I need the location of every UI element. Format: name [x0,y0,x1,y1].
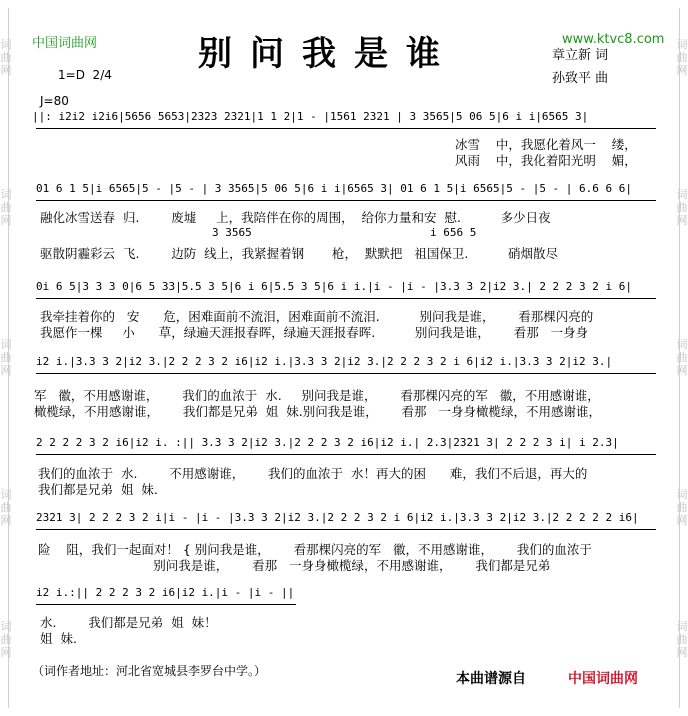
watermark-right: 词曲网 [676,620,688,659]
notation-row-1: ||: i2i2 i2i6|5656 5653|2323 2321|1 1 2|1 - |1561 2321 | 3 3565|5 06 5|6 i i|6565 3| [32,110,589,123]
composer-credit: 孙致平 曲 [552,71,609,86]
lyrics-row-7-verse-2: 姐 妹. [40,631,77,646]
watermark-right: 词曲网 [676,338,688,377]
notation-row-7: i2 i.:|| 2 2 2 3 2 i6|i2 i.|i - |i - || [36,586,295,599]
notation-row-4: i2 i.|3.3 3 2|i2 3.|2 2 2 3 2 i6|i2 i.|3.3 3 2|i2 3.|2 2 2 3 2 i 6|i2 i.|3.3 3 2|i2 3.| [36,355,613,368]
lyrics-row-1-verse-2: 风雨 中，我化着阳光明 媚， [455,153,637,168]
beam-line [36,604,296,605]
lyrics-row-6-verse-2: 别问我是谁， 看那 一身身橄榄绿，不用感谢谁， 我们都是兄弟 [38,558,551,573]
notation-row-3: 0i 6 5|3 3 3 0|6 5 33|5.5 3 5|6 i 6|5.5 3 5|6 i i.|i - |i - |3.3 3 2|i2 3.| 2 2 2 3 2 i 6| [36,280,633,293]
source-label: 本曲谱源自 [456,671,526,687]
watermark-left: 词曲网 [0,188,12,227]
watermark-right: 词曲网 [676,488,688,527]
lyrics-row-2-verse-2: 驱散阴霾彩云 飞. 边防 线上，我紧握着钢 枪， 默默把 祖国保卫. 硝烟散尽 [40,246,559,261]
site-name-left: 中国词曲网 [32,36,98,51]
watermark-right: 词曲网 [676,188,688,227]
key-signature: 1=D 2/4 [58,68,112,82]
lyricist-credit: 章立新 词 [552,48,609,63]
watermark-left: 词曲网 [0,620,12,659]
notation-row-6: 2321 3| 2 2 2 3 2 i|i - |i - |3.3 3 2|i2 3.|2 2 2 3 2 i 6|i2 i.|3.3 3 2|i2 3.|2 2 2 2 2 i6| [36,511,639,524]
lyrics-row-3-verse-1: 我牵挂着你的 安 危，困难面前不流泪，困难面前不流泪. 别问我是谁， 看那棵闪亮的 [40,309,594,324]
watermark-left: 词曲网 [0,488,12,527]
lyrics-row-1-verse-1: 冰雪 中，我愿化着风一 缕， [455,137,637,152]
watermark-left: 词曲网 [0,338,12,377]
notation-row-5: 2 2 2 2 3 2 i6|i2 i. :|| 3.3 3 2|i2 3.|2 2 2 3 2 i6|i2 i.| 2.3|2321 3| 2 2 2 3 i| i 2.3| [36,436,619,449]
site-url-right: www.ktvc8.com [562,32,665,47]
source-site-name: 中国词曲网 [568,671,638,687]
lyrics-row-4-verse-1: 军 徽，不用感谢谁， 我们的血浓于 水. 别问我是谁， 看那棵闪亮的军 徽，不用感谢谁， [34,388,600,403]
song-title: 别问我是谁 [198,34,458,74]
notation-row-2: 01 6 1 5|i 6565|5 - |5 - | 3 3565|5 06 5|6 i i|6565 3| 01 6 1 5|i 6565|5 - |5 - | 6.6 6 6| [36,182,633,195]
notation-row-2-alt-b: i 656 5 [430,226,477,239]
watermark-right: 词曲网 [676,38,688,77]
lyrics-row-3-verse-2: 我愿作一棵 小 草，绿遍天涯报春晖，绿遍天涯报春晖. 别问我是谁， 看那 一身身 [40,325,589,340]
tempo-marking: J=80 [40,94,69,108]
beam-line [36,373,656,374]
notation-row-2-alt-a: 3 3565 [212,226,252,239]
lyrics-row-4-verse-2: 橄榄绿，不用感谢谁， 我们都是兄弟 姐 妹.别问我是谁， 看那 一身身橄榄绿，不用感谢谁， [34,404,601,419]
beam-line [36,298,656,299]
lyrics-row-2-verse-1: 融化冰雪送春 归. 废墟 上，我陪伴在你的周围， 给你力量和安 慰. 多少日夜 [40,210,551,225]
lyrics-row-5-verse-1: 我们的血浓于 水. 不用感谢谁， 我们的血浓于 水！再大的困 难，我们不后退，再大的 [38,466,588,481]
beam-line [36,454,656,455]
lyrics-row-5-verse-2: 我们都是兄弟 姐 妹. [38,482,158,497]
watermark-left: 词曲网 [0,38,12,77]
beam-line [36,128,656,129]
beam-line [36,529,656,530]
lyrics-row-6-verse-1: 险 阻，我们一起面对！ { 别问我是谁， 看那棵闪亮的军 徽，不用感谢谁， 我们的血浓于 [38,542,592,557]
beam-line [36,200,656,201]
lyrics-row-7-verse-1: 水. 我们都是兄弟 姐 妹！ [40,615,217,630]
lyricist-address: （词作者地址：河北省宽城县李罗台中学。） [32,664,267,678]
